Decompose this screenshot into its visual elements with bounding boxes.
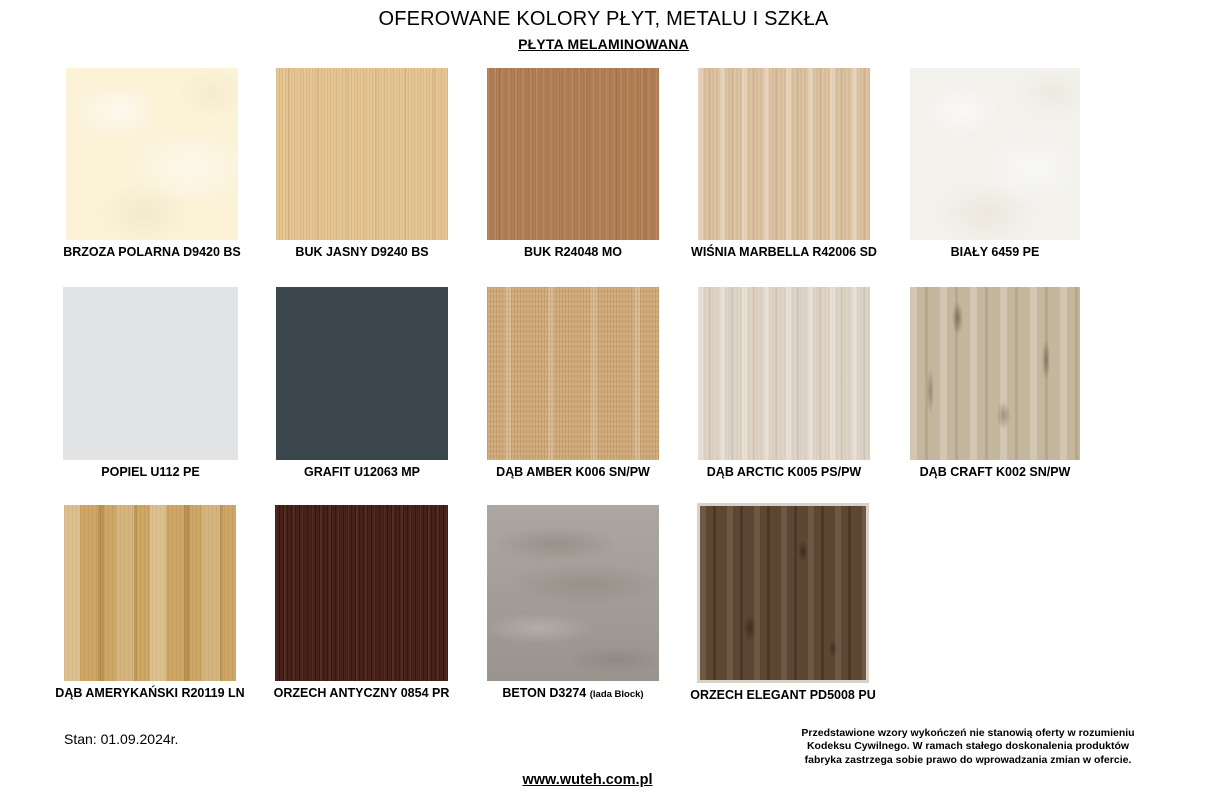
sample-orzech-antyczny <box>273 505 450 700</box>
sample-orzech-elegant <box>690 503 876 702</box>
swatch-dab-arctic <box>698 287 870 460</box>
swatch-brzoza-polarna <box>66 68 238 240</box>
swatch-label-text: DĄB CRAFT K002 SN/PW <box>919 465 1071 479</box>
swatch-orzech-antyczny <box>275 505 448 681</box>
sample-bialy <box>910 68 1080 259</box>
swatch-label-text: BUK R24048 MO <box>524 245 622 259</box>
swatch-label-text: DĄB ARCTIC K005 PS/PW <box>706 465 862 479</box>
swatch-label-text: ORZECH ELEGANT PD5008 PU <box>690 688 876 702</box>
swatch-label-text: BRZOZA POLARNA D9420 BS <box>63 245 241 259</box>
swatch-orzech-elegant <box>697 503 869 683</box>
sample-brzoza-polarna <box>63 68 241 259</box>
swatch-label-text: BUK JASNY D9240 BS <box>295 245 429 259</box>
sample-wisnia-marbella <box>691 68 877 259</box>
sample-grafit <box>276 287 448 479</box>
swatch-label-text: DĄB AMERYKAŃSKI R20119 LN <box>55 686 245 700</box>
swatch-buk <box>487 68 659 240</box>
swatch-label-suffix: (lada Block) <box>589 689 644 700</box>
sample-beton <box>487 505 659 700</box>
swatch-dab-craft <box>910 287 1080 460</box>
swatch-bialy <box>910 68 1080 240</box>
page-title: OFEROWANE KOLORY PŁYT, METALU I SZKŁA <box>378 8 829 30</box>
website-link[interactable]: www.wuteh.com.pl <box>522 772 653 788</box>
sample-dab-arctic <box>698 287 870 479</box>
sample-dab-craft <box>910 287 1080 479</box>
swatch-label-text: GRAFIT U12063 MP <box>303 465 420 479</box>
sample-buk <box>487 68 659 259</box>
swatch-label-text: POPIEL U112 PE <box>101 465 200 479</box>
sample-dab-amber <box>487 287 659 479</box>
swatch-label <box>868 245 1122 259</box>
swatch-grafit <box>276 287 448 460</box>
swatch-label <box>655 688 911 702</box>
swatch-label-text: ORZECH ANTYCZNY 0854 PR <box>273 686 450 700</box>
swatch-dab-amber <box>487 287 659 460</box>
swatch-label-text: WIŚNIA MARBELLA R42006 SD <box>691 245 877 259</box>
legal-disclaimer: Przedstawione wzory wykończeń nie stanowią oferty w rozumieniu Kodeksu Cywilnego. W ramach stałego doskonalenia produktów fabryka zastrzega sobie prawo do wprowadzania zmian w ofercie. <box>801 727 1135 766</box>
swatch-dab-amerykanski <box>64 505 236 681</box>
swatch-label-text: BETON D3274 <box>502 686 587 700</box>
status-date: Stan: 01.09.2024r. <box>64 731 179 747</box>
swatch-buk-jasny <box>276 68 448 240</box>
sample-buk-jasny <box>276 68 448 259</box>
sample-popiel <box>63 287 238 479</box>
swatch-label-text: BIAŁY 6459 PE <box>950 245 1040 259</box>
swatch-label <box>868 465 1122 479</box>
swatch-wisnia-marbella <box>698 68 870 240</box>
page-subtitle: PŁYTA MELAMINOWANA <box>518 36 689 52</box>
sample-dab-amerykanski <box>55 505 245 700</box>
swatch-popiel <box>63 287 238 460</box>
swatch-beton <box>487 505 659 681</box>
swatch-label-text: DĄB AMBER K006 SN/PW <box>496 465 650 479</box>
